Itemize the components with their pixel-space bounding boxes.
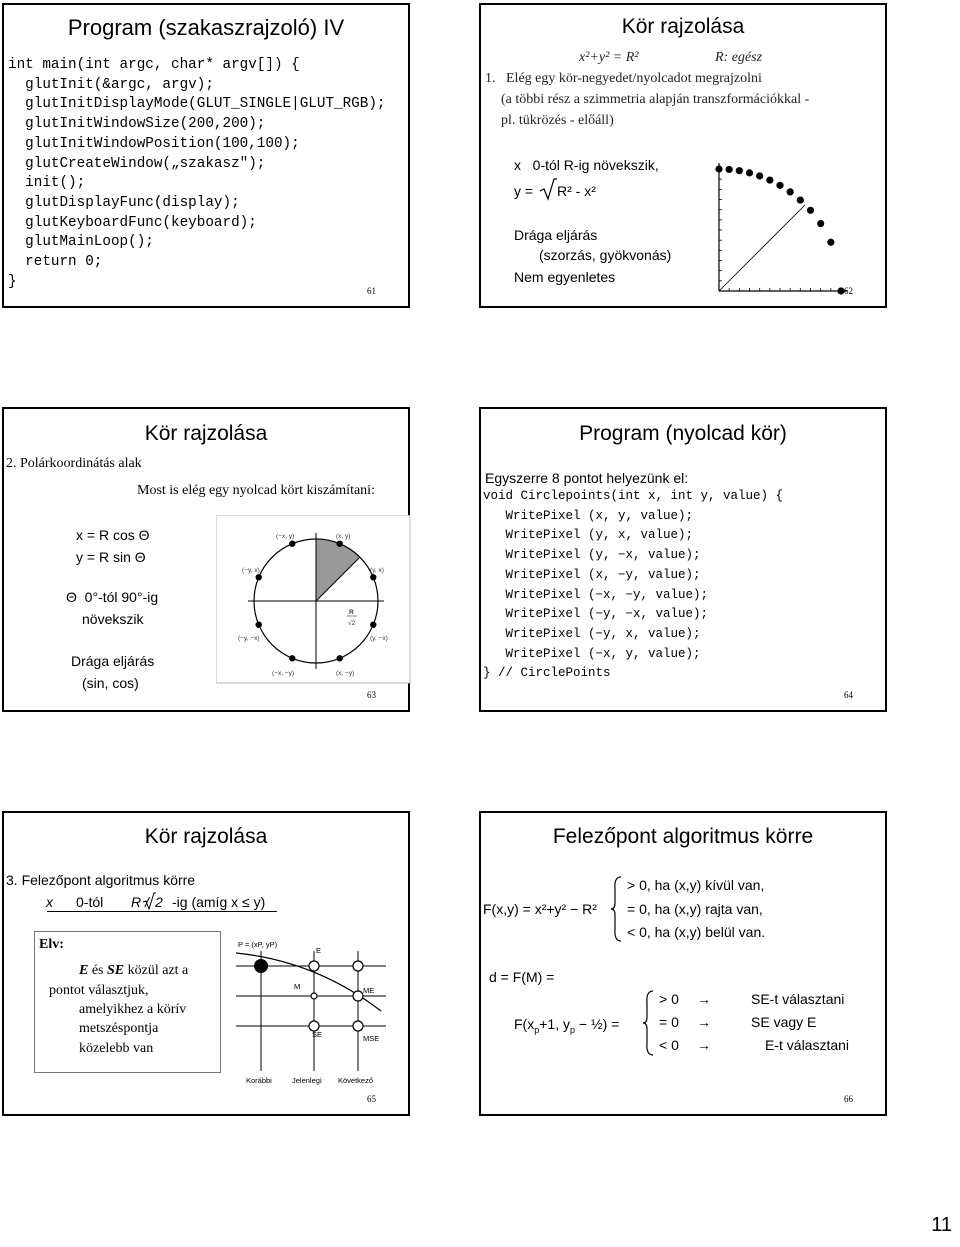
code-line: WritePixel (−y, −x, value);: [483, 607, 709, 622]
slide-63: [2, 407, 410, 712]
code-line: glutMainLoop();: [8, 234, 154, 251]
plot-point: [817, 220, 824, 227]
x-range-line: x 0-tól R-ig növekszik,: [514, 157, 659, 173]
eight-symmetry-figure: [216, 515, 412, 685]
cost-line-2: (sin, cos): [82, 675, 139, 691]
quarter-circle-plot: [713, 145, 853, 297]
code-line: glutInitWindowPosition(100,100);: [8, 135, 300, 152]
text-line-1: 1. Elég egy kör-negyedet/nyolcadot megrajzolni: [485, 71, 762, 86]
r-integer-note: R: egész: [715, 50, 763, 65]
case-arrow: →: [697, 1014, 711, 1030]
code-line: int main(int argc, char* argv[]) {: [8, 57, 300, 73]
plot-point: [756, 172, 763, 179]
slide-65: [2, 811, 410, 1116]
slide-title: Kör rajzolása: [144, 825, 268, 848]
label-x-y: (x, y): [336, 533, 351, 540]
case-op: = 0: [659, 1014, 679, 1030]
plot-point: [797, 196, 804, 203]
slide-64: [479, 407, 887, 712]
code-line: WritePixel (y, x, value);: [483, 528, 694, 543]
slide-61: [2, 3, 410, 308]
label-x-ny: (x, −y): [336, 670, 355, 677]
elv-line-5: közelebb van: [79, 1041, 154, 1056]
case-result: E-t választani: [765, 1037, 850, 1053]
circle-equation: x²+y² = R²: [579, 50, 639, 65]
code-line: WritePixel (−y, x, value);: [483, 626, 701, 641]
section-heading: 2. Polárkoordinátás alak: [6, 456, 142, 471]
label-y-nx: (y, −x): [370, 635, 388, 642]
label-y-x: (y, x): [370, 567, 384, 574]
text-line-3: pl. tükrözés - előáll): [501, 113, 614, 128]
label-e: E: [316, 946, 322, 955]
cost-line-1: Drága eljárás: [514, 227, 598, 243]
slide-number: 63: [367, 690, 376, 700]
intro-text: Most is elég egy nyolcad kört kiszámítani:: [137, 483, 375, 498]
plot-point: [736, 167, 743, 174]
slide-number: 66: [844, 1094, 853, 1104]
code-line: init();: [8, 175, 86, 192]
slide-66: [479, 811, 887, 1116]
case-op: > 0: [659, 991, 679, 1007]
code-line: glutInitWindowSize(200,200);: [8, 116, 266, 133]
cost-line-2: (szorzás, gyökvonás): [539, 247, 672, 263]
slide-title: Kör rajzolása: [621, 15, 745, 38]
label-mse: MSE: [363, 1034, 380, 1043]
plot-point: [776, 182, 783, 189]
label-nx-ny: (−x, −y): [272, 670, 295, 677]
y-formula-prefix: y =: [514, 183, 534, 199]
slide-number: 65: [367, 1094, 376, 1104]
brace-icon: [641, 989, 655, 1057]
text-line-2: (a többi rész a szimmetria alapján transzformációkkal -: [501, 92, 810, 107]
label-ny-x: (−y, x): [242, 567, 260, 574]
plot-point: [787, 188, 794, 195]
theta-increase: növekszik: [82, 611, 144, 627]
plot-point: [807, 207, 814, 214]
range-x: x: [46, 894, 53, 910]
range-r: R /: [131, 894, 149, 910]
case-arrow: →: [697, 1037, 711, 1053]
section-heading: 3. Felezőpont algoritmus körre: [6, 872, 196, 888]
label-me: ME: [363, 986, 375, 995]
label-nx-y: (−x, y): [276, 533, 295, 540]
label-se: SE: [312, 1030, 323, 1039]
code-line: WritePixel (y, −x, value);: [483, 548, 701, 563]
label-prev: Korábbi: [246, 1076, 272, 1085]
slide-number: 61: [367, 286, 376, 296]
code-line: glutInit(&argc, argv);: [8, 76, 214, 93]
case-result: SE-t választani: [751, 991, 845, 1007]
code-line: WritePixel (−x, −y, value);: [483, 587, 709, 602]
y-polar-eq: y = R sin Θ: [76, 549, 146, 565]
elv-line-3: amelyikhez a körív: [79, 1002, 187, 1017]
plot-point: [827, 239, 834, 246]
slide-title: Program (szakaszrajzoló) IV: [67, 15, 345, 40]
f-midpoint: $F(x_p+1$, $y_p$ − ½) =: [514, 1016, 620, 1035]
label-sqrt2: √2: [348, 620, 356, 627]
code-line: glutKeyboardFunc(keyboard);: [8, 214, 257, 231]
case-on: = 0, ha (x,y) rajta van,: [627, 901, 763, 917]
midpoint-grid-figure: [226, 931, 394, 1091]
plot-point: [715, 165, 722, 172]
label-next: Következő: [338, 1076, 374, 1085]
slide-title: Program (nyolcad kör): [579, 422, 787, 445]
plot-point: [766, 176, 773, 183]
slide-number: 62: [844, 286, 853, 296]
slide-62: [479, 3, 887, 308]
sqrt-icon: [142, 891, 156, 911]
code-line: glutCreateWindow(„szakasz");: [8, 155, 266, 172]
intro-text: Egyszerre 8 pontot helyezünk el:: [485, 470, 689, 486]
code-line: } // CirclePoints: [483, 666, 611, 681]
code-line: WritePixel (x, y, value);: [483, 508, 694, 523]
theta-range: Θ 0°-tól 90°-ig: [66, 589, 159, 605]
f-definition: F(x,y) = x²+y² − R²: [483, 901, 597, 917]
slide-number: 64: [844, 690, 853, 700]
code-line: void Circlepoints(int x, int y, value) {: [483, 489, 784, 503]
case-result: SE vagy E: [751, 1014, 817, 1030]
diagonal-line: [719, 205, 805, 291]
page-number: 11: [931, 1214, 952, 1236]
label-r: R: [349, 609, 354, 616]
slide-title: Kör rajzolása: [144, 422, 268, 445]
range-rest: -ig (amíg x ≤ y): [172, 894, 266, 910]
elv-line-1: E és SE közül azt a: [79, 963, 189, 978]
range-sqrt: 2: [155, 894, 163, 910]
code-line: glutDisplayFunc(display);: [8, 194, 240, 211]
sqrt-icon: [539, 177, 557, 201]
x-polar-eq: x = R cos Θ: [76, 527, 150, 543]
label-p: P = (xP, yP): [238, 940, 278, 949]
range-from: 0-tól: [76, 894, 104, 910]
slide-title: Felezőpont algoritmus körre: [552, 825, 814, 848]
brace-icon: [609, 875, 623, 943]
label-m: M: [294, 982, 301, 991]
uneven-note: Nem egyenletes: [514, 269, 616, 285]
code-line: glutInitDisplayMode(GLUT_SINGLE|GLUT_RGB);: [8, 96, 386, 113]
code-line: }: [8, 273, 17, 290]
label-ny-nx: (−y, −x): [238, 635, 260, 642]
plot-point: [746, 169, 753, 176]
code-line: WritePixel (x, −y, value);: [483, 567, 701, 582]
code-line: return 0;: [8, 254, 103, 270]
case-outside: > 0, ha (x,y) kívül van,: [627, 877, 765, 893]
case-inside: < 0, ha (x,y) belül van.: [627, 924, 766, 940]
cost-line-1: Drága eljárás: [71, 653, 155, 669]
elv-label: Elv:: [39, 937, 64, 952]
elv-line-4: metszéspontja: [79, 1021, 159, 1036]
code-line: WritePixel (−x, y, value);: [483, 646, 701, 661]
d-definition: d = F(M) =: [489, 969, 555, 985]
sqrt-expression: R² - x²: [557, 183, 596, 199]
divider: [47, 911, 277, 912]
elv-line-2: pontot választjuk,: [49, 983, 149, 998]
label-cur: Jelenlegi: [292, 1076, 322, 1085]
plot-point: [726, 166, 733, 173]
case-op: < 0: [659, 1037, 679, 1053]
case-arrow: →: [697, 991, 711, 1007]
